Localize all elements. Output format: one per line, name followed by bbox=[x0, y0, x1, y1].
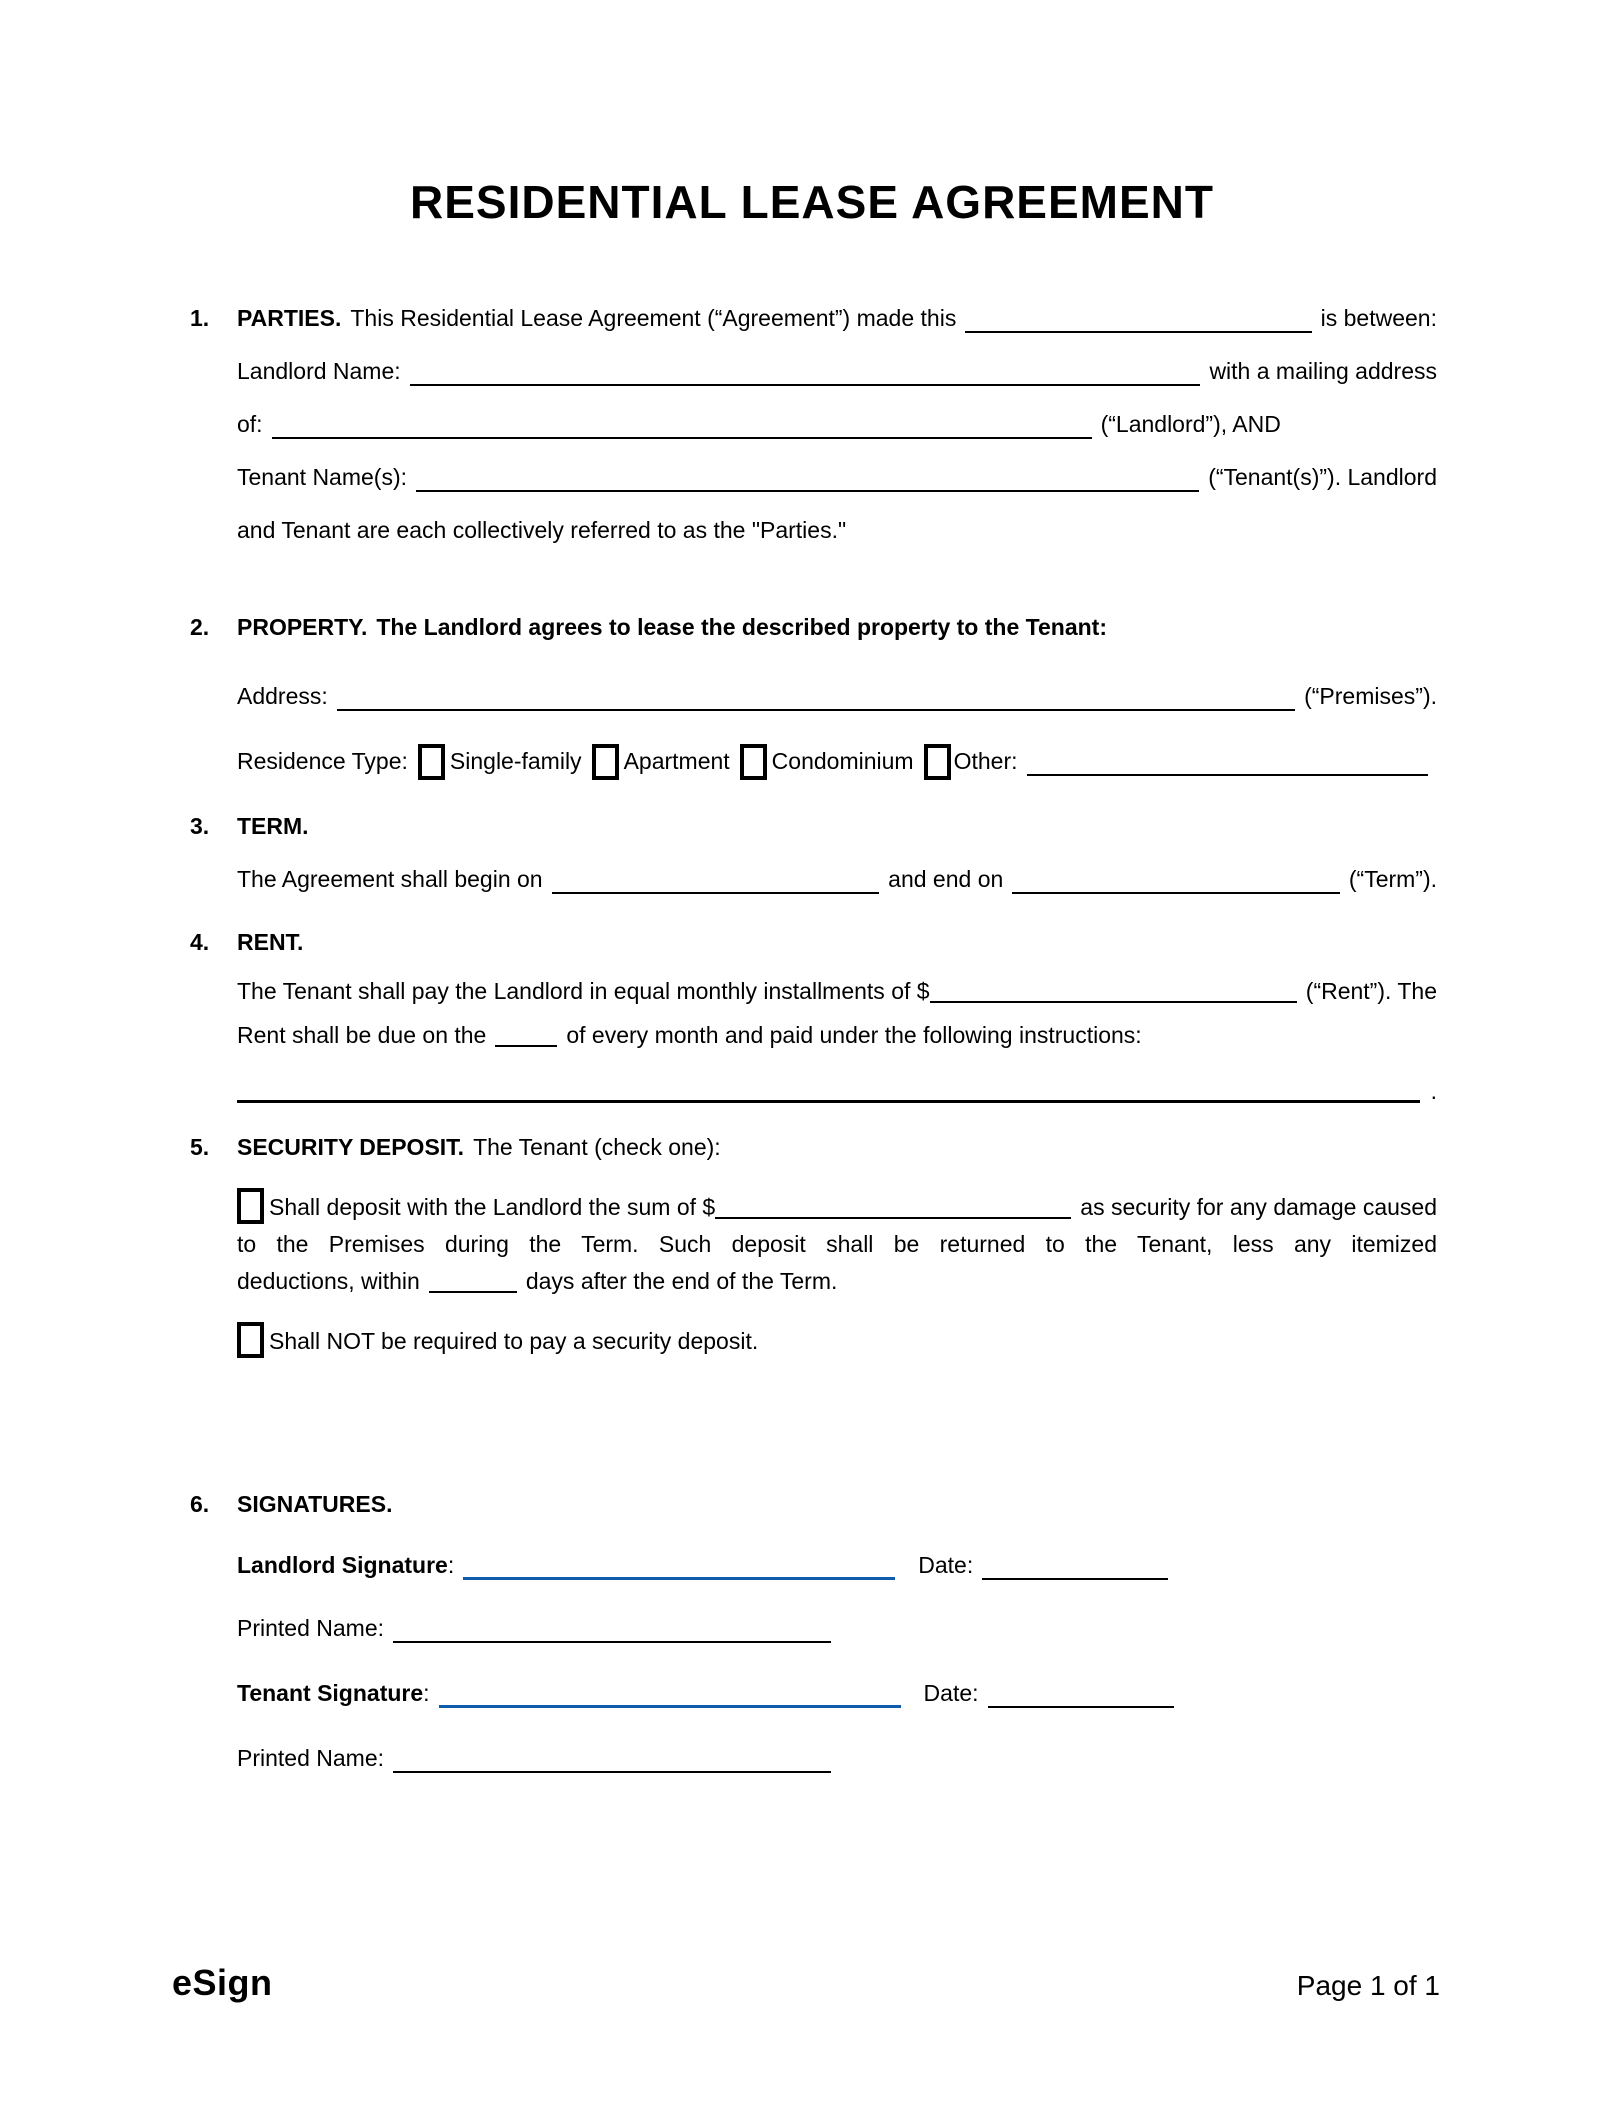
deposit-option-1 bbox=[237, 1188, 1437, 1300]
section-number: 3. bbox=[190, 813, 210, 839]
section-property bbox=[190, 601, 1437, 788]
blank-deposit-amount[interactable] bbox=[715, 1193, 1071, 1219]
payment-instructions-line bbox=[237, 1063, 1437, 1113]
rent-amount-suffix: (“Rent”). The bbox=[1305, 978, 1437, 1004]
section-heading: SIGNATURES. bbox=[237, 1491, 393, 1517]
landlord-address-line bbox=[237, 398, 1437, 451]
date-label: Date: bbox=[918, 1552, 974, 1578]
section-number: 5. bbox=[190, 1134, 210, 1160]
blank-date-tenant[interactable] bbox=[988, 1672, 1174, 1708]
rent-due-text: Rent shall be due on the bbox=[237, 1022, 487, 1048]
tenant-names-line bbox=[237, 451, 1437, 504]
section-heading: TERM. bbox=[237, 813, 309, 839]
rent-due-suffix: of every month and paid under the following instructions: bbox=[566, 1022, 1142, 1048]
label-colon: : bbox=[447, 1552, 455, 1578]
section-parties bbox=[190, 292, 1437, 557]
property-heading-rest: The Landlord agrees to lease the described property to the Tenant: bbox=[376, 614, 1107, 640]
parties-intro-line bbox=[237, 292, 1437, 345]
printed-name-label: Printed Name: bbox=[237, 1745, 385, 1771]
section-heading: PARTIES. bbox=[237, 305, 342, 331]
page-indicator: Page 1 of 1 bbox=[1296, 1970, 1440, 2001]
landlord-address-label: of: bbox=[237, 411, 263, 437]
deposit-heading-rest: The Tenant (check one): bbox=[473, 1134, 721, 1160]
section-signatures bbox=[190, 1478, 1437, 1785]
blank-rent-due-day[interactable] bbox=[495, 1017, 557, 1047]
section-security-deposit bbox=[190, 1121, 1437, 1360]
address-line bbox=[237, 670, 1437, 723]
residence-type-label: Residence Type: bbox=[237, 748, 408, 774]
property-heading-line bbox=[237, 601, 1437, 654]
date-label: Date: bbox=[923, 1680, 979, 1706]
signature-line-tenant[interactable] bbox=[439, 1672, 901, 1708]
blank-deposit-return-days[interactable] bbox=[429, 1267, 517, 1293]
checkbox-deposit-required[interactable] bbox=[237, 1188, 264, 1224]
term-end-text: and end on bbox=[888, 866, 1004, 892]
section-number: 4. bbox=[190, 929, 210, 955]
tenant-names-suffix: (“Tenant(s)”). Landlord bbox=[1208, 464, 1437, 490]
rent-due-line bbox=[237, 1013, 1437, 1057]
payment-instructions-period: . bbox=[1430, 1078, 1437, 1104]
label-colon: : bbox=[423, 1680, 430, 1706]
deposit-sum-suffix: as security for any damage caused bbox=[1080, 1194, 1437, 1220]
blank-other-residence[interactable] bbox=[1027, 740, 1429, 776]
parties-closing-text: and Tenant are each collectively referred to as the "Parties." bbox=[237, 517, 847, 543]
blank-term-start-date[interactable] bbox=[552, 858, 880, 894]
term-heading-line bbox=[237, 800, 1437, 853]
deposit-option-2 bbox=[237, 1322, 1437, 1360]
deposit-option-1-line-2: to the Premises during the Term. Such deposit shall be returned to the Tenant, less any itemized bbox=[237, 1231, 1437, 1257]
blank-agreement-date[interactable] bbox=[965, 297, 1311, 333]
esign-logo: eSign bbox=[172, 1962, 273, 2003]
blank-landlord-address[interactable] bbox=[272, 403, 1092, 439]
rent-amount-line bbox=[237, 969, 1437, 1013]
page-footer bbox=[172, 1962, 1440, 2004]
term-body-line bbox=[237, 853, 1437, 906]
blank-rent-amount[interactable] bbox=[930, 973, 1297, 1003]
deposit-option-1-line-1 bbox=[237, 1188, 1437, 1226]
signature-line-landlord[interactable] bbox=[463, 1544, 895, 1580]
option-apartment-label: Apartment bbox=[623, 748, 730, 774]
blank-term-end-date[interactable] bbox=[1012, 858, 1340, 894]
landlord-printed-name-row bbox=[237, 1602, 1437, 1655]
option-other-label: Other: bbox=[953, 748, 1018, 774]
blank-date-landlord[interactable] bbox=[982, 1544, 1168, 1580]
deposit-days-text: deductions, within bbox=[237, 1268, 420, 1294]
landlord-address-suffix: (“Landlord”), AND bbox=[1100, 411, 1281, 437]
deposit-option-1-line-3 bbox=[237, 1263, 1437, 1300]
blank-premises-address[interactable] bbox=[337, 675, 1295, 711]
document-content bbox=[190, 292, 1437, 1785]
checkbox-other[interactable] bbox=[924, 744, 951, 780]
printed-name-label: Printed Name: bbox=[237, 1615, 385, 1641]
blank-printed-name-landlord[interactable] bbox=[393, 1607, 831, 1643]
checkbox-no-deposit[interactable] bbox=[237, 1322, 264, 1358]
tenant-signature-label: Tenant Signature bbox=[237, 1680, 424, 1706]
blank-payment-instructions[interactable] bbox=[237, 1063, 1420, 1103]
blank-landlord-name[interactable] bbox=[410, 350, 1201, 386]
term-begin-text: The Agreement shall begin on bbox=[237, 866, 543, 892]
address-label: Address: bbox=[237, 683, 328, 709]
tenant-printed-name-row bbox=[237, 1732, 1437, 1785]
checkbox-apartment[interactable] bbox=[592, 744, 619, 780]
deposit-heading-line bbox=[237, 1121, 1437, 1174]
option-condominium-label: Condominium bbox=[771, 748, 914, 774]
parties-intro-text: This Residential Lease Agreement (“Agreement”) made this bbox=[350, 305, 957, 331]
section-heading: SECURITY DEPOSIT. bbox=[237, 1134, 465, 1160]
checkbox-condominium[interactable] bbox=[740, 744, 767, 780]
deposit-days-suffix: days after the end of the Term. bbox=[525, 1268, 838, 1294]
document-title: RESIDENTIAL LEASE AGREEMENT bbox=[410, 176, 1214, 228]
parties-closing-line bbox=[237, 504, 1437, 557]
landlord-name-label: Landlord Name: bbox=[237, 358, 401, 384]
section-heading: RENT. bbox=[237, 929, 304, 955]
checkbox-single-family[interactable] bbox=[418, 744, 445, 780]
section-number: 2. bbox=[190, 614, 210, 640]
parties-intro-suffix: is between: bbox=[1320, 305, 1437, 331]
landlord-signature-label: Landlord Signature bbox=[237, 1552, 448, 1578]
blank-tenant-names[interactable] bbox=[416, 456, 1199, 492]
section-number: 1. bbox=[190, 305, 210, 331]
no-deposit-text: Shall NOT be required to pay a security deposit. bbox=[269, 1328, 759, 1354]
landlord-name-suffix: with a mailing address bbox=[1209, 358, 1437, 384]
section-heading: PROPERTY. bbox=[237, 614, 368, 640]
blank-printed-name-tenant[interactable] bbox=[393, 1737, 831, 1773]
tenant-names-label: Tenant Name(s): bbox=[237, 464, 408, 490]
term-suffix: (“Term”). bbox=[1348, 866, 1438, 892]
deposit-sum-text: Shall deposit with the Landlord the sum of $ bbox=[269, 1194, 716, 1220]
rent-amount-text: The Tenant shall pay the Landlord in equal monthly installments of $ bbox=[237, 978, 930, 1004]
section-number: 6. bbox=[190, 1491, 210, 1517]
residence-type-line bbox=[237, 735, 1437, 788]
tenant-signature-row bbox=[237, 1667, 1437, 1720]
option-single-family-label: Single-family bbox=[449, 748, 582, 774]
address-suffix: (“Premises”). bbox=[1304, 683, 1437, 709]
landlord-name-line bbox=[237, 345, 1437, 398]
landlord-signature-row bbox=[237, 1539, 1437, 1592]
section-rent bbox=[190, 916, 1437, 1113]
signatures-heading-line bbox=[237, 1478, 1437, 1531]
rent-heading-line bbox=[237, 916, 1437, 969]
section-term bbox=[190, 800, 1437, 906]
